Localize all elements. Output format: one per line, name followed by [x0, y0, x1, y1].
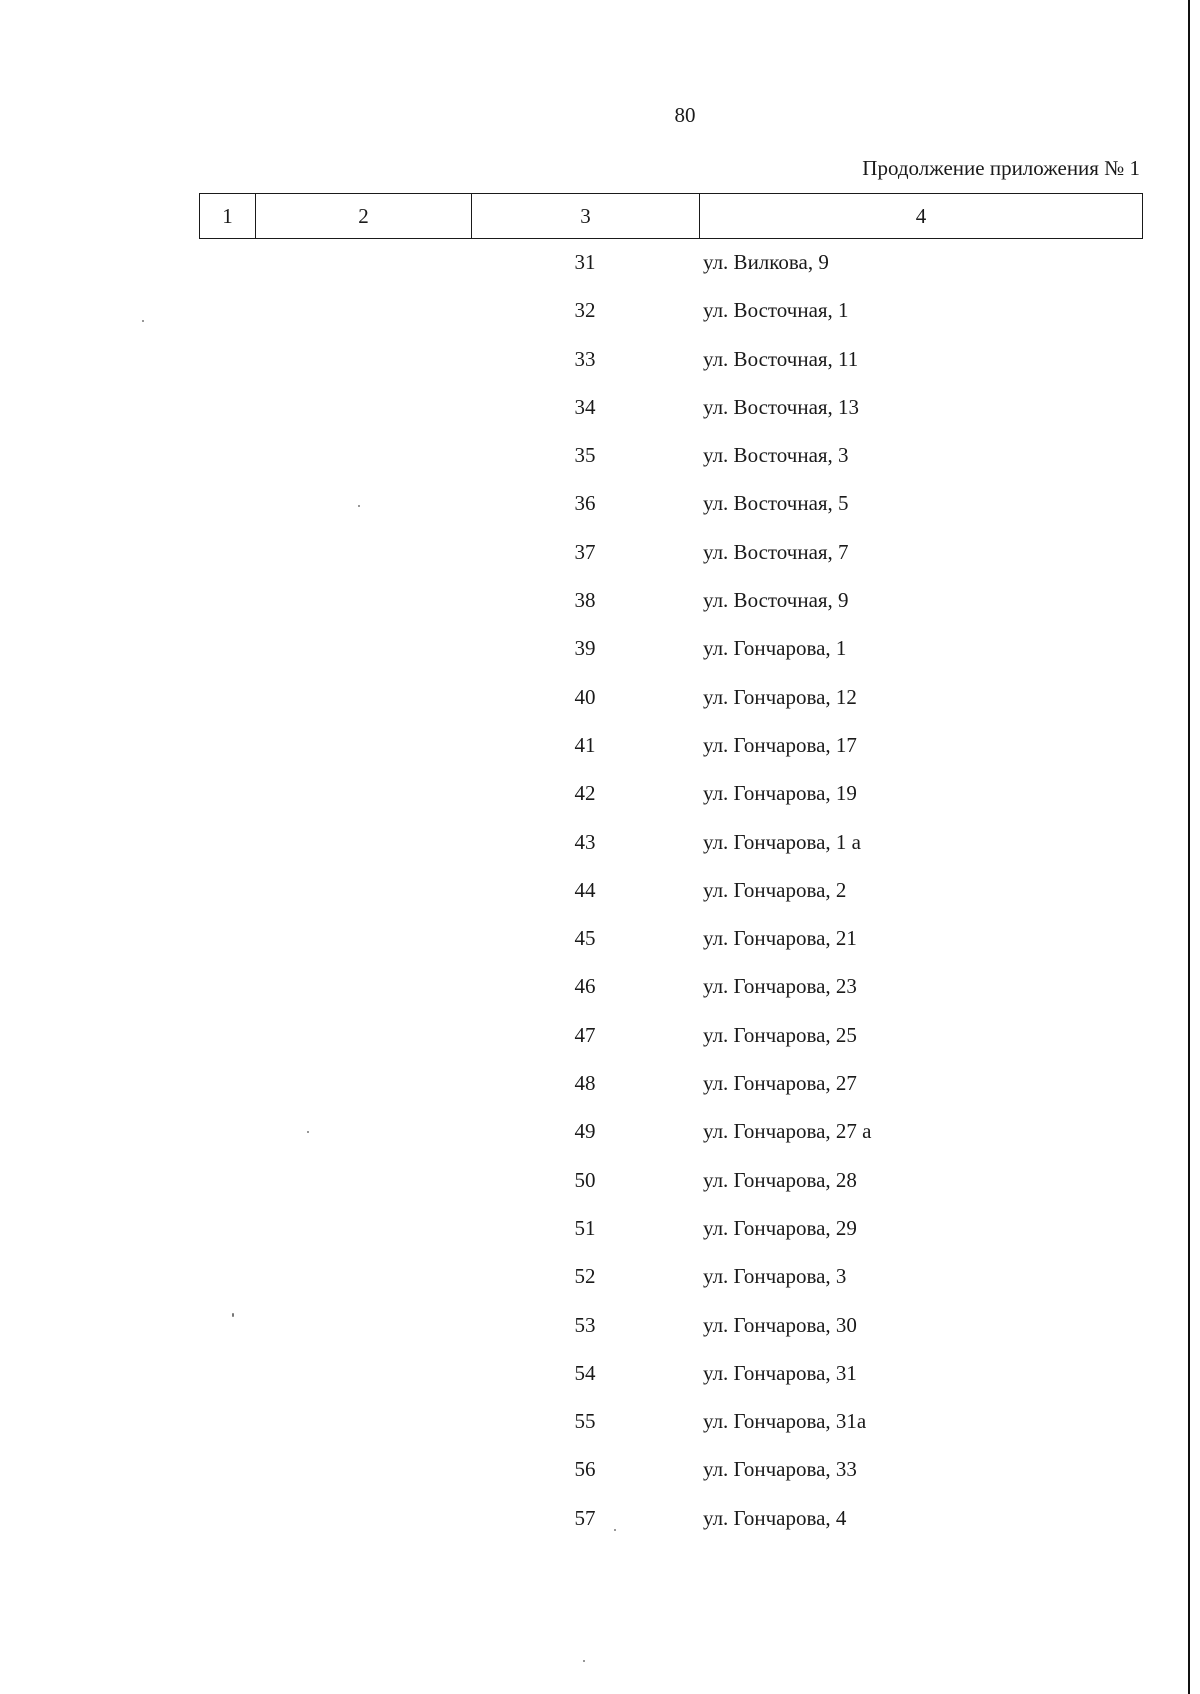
row-address: ул. Гончарова, 1 а [703, 829, 862, 854]
scan-speck [142, 320, 144, 322]
table-row [0, 723, 1200, 771]
row-number: 57 [574, 1505, 596, 1530]
row-number: 44 [574, 877, 596, 902]
row-address: ул. Восточная, 9 [703, 588, 849, 613]
row-number: 43 [574, 829, 596, 854]
header-col-2: 2 [256, 194, 472, 239]
header-col-3: 3 [472, 194, 700, 239]
scan-edge-line [1188, 0, 1190, 1694]
scan-speck [232, 1313, 234, 1317]
row-number: 52 [574, 1264, 596, 1289]
row-address: ул. Гончарова, 19 [703, 781, 857, 806]
address-list [0, 240, 1200, 1544]
scan-speck [583, 1660, 585, 1662]
row-number: 53 [574, 1312, 596, 1337]
table-row [0, 481, 1200, 529]
row-number: 42 [574, 781, 596, 806]
row-address: ул. Гончарова, 12 [703, 684, 857, 709]
table-row [0, 820, 1200, 868]
row-address: ул. Гончарова, 31а [703, 1409, 867, 1434]
row-address: ул. Гончарова, 31 [703, 1360, 857, 1385]
row-address: ул. Гончарова, 33 [703, 1457, 857, 1482]
row-address: ул. Восточная, 11 [703, 346, 859, 371]
row-number: 50 [574, 1167, 596, 1192]
scan-speck [358, 505, 360, 507]
continuation-label: Продолжение приложения № 1 [862, 156, 1140, 180]
table-row [0, 578, 1200, 626]
row-number: 33 [574, 346, 596, 371]
row-address: ул. Восточная, 13 [703, 394, 860, 419]
row-address: ул. Гончарова, 3 [703, 1264, 847, 1289]
table-row [0, 771, 1200, 819]
table-row [0, 1158, 1200, 1206]
row-number: 37 [574, 539, 596, 564]
row-address: ул. Гончарова, 25 [703, 1022, 857, 1047]
row-address: ул. Гончарова, 30 [703, 1312, 857, 1337]
table-row [0, 288, 1200, 336]
row-address: ул. Гончарова, 21 [703, 926, 857, 951]
table-row [0, 1351, 1200, 1399]
table-row [0, 1109, 1200, 1157]
table-row [0, 1447, 1200, 1495]
header-col-4: 4 [700, 194, 1143, 239]
table-row [0, 916, 1200, 964]
row-number: 45 [574, 926, 596, 951]
row-address: ул. Восточная, 7 [703, 539, 849, 564]
table-row [0, 1399, 1200, 1447]
row-address: ул. Восточная, 1 [703, 298, 849, 323]
row-address: ул. Гончарова, 27 а [703, 1119, 872, 1144]
row-number: 49 [574, 1119, 596, 1144]
row-number: 32 [574, 298, 596, 323]
row-number: 55 [574, 1409, 596, 1434]
row-number: 36 [574, 491, 596, 516]
table-row [0, 530, 1200, 578]
row-number: 38 [574, 588, 596, 613]
header-row [200, 194, 1143, 239]
row-address: ул. Гончарова, 1 [703, 636, 847, 661]
table-row [0, 337, 1200, 385]
table-row [0, 433, 1200, 481]
table-row [0, 1013, 1200, 1061]
row-number: 39 [574, 636, 596, 661]
table-row [0, 964, 1200, 1012]
row-address: ул. Вилкова, 9 [703, 250, 829, 274]
row-address: ул. Восточная, 3 [703, 443, 849, 468]
row-number: 40 [574, 684, 596, 709]
table-row [0, 1254, 1200, 1302]
row-address: ул. Гончарова, 28 [703, 1167, 857, 1192]
page-number: 80 [674, 103, 696, 127]
header-col-1: 1 [200, 194, 256, 239]
row-address: ул. Гончарова, 17 [703, 732, 857, 757]
row-number: 46 [574, 974, 596, 999]
table-row [0, 240, 1200, 288]
table-row [0, 868, 1200, 916]
table-row [0, 1303, 1200, 1351]
row-number: 56 [574, 1457, 596, 1482]
row-address: ул. Гончарова, 29 [703, 1215, 857, 1240]
row-address: ул. Гончарова, 2 [703, 877, 847, 902]
row-number: 35 [574, 443, 596, 468]
row-number: 51 [574, 1215, 596, 1240]
table-row [0, 626, 1200, 674]
row-address: ул. Гончарова, 27 [703, 1071, 857, 1096]
row-address: ул. Восточная, 5 [703, 491, 849, 516]
table-row [0, 1061, 1200, 1109]
table-row [0, 1496, 1200, 1544]
row-number: 48 [574, 1071, 596, 1096]
row-number: 47 [574, 1022, 596, 1047]
row-address: ул. Гончарова, 23 [703, 974, 857, 999]
scan-speck [614, 1529, 616, 1531]
row-number: 31 [574, 250, 596, 274]
table-row [0, 385, 1200, 433]
table-row [0, 675, 1200, 723]
table-row [0, 1206, 1200, 1254]
row-number: 54 [574, 1360, 596, 1385]
row-number: 41 [574, 732, 596, 757]
scan-speck [307, 1131, 309, 1133]
table-header [199, 193, 1143, 239]
row-address: ул. Гончарова, 4 [703, 1505, 847, 1530]
row-number: 34 [574, 394, 596, 419]
